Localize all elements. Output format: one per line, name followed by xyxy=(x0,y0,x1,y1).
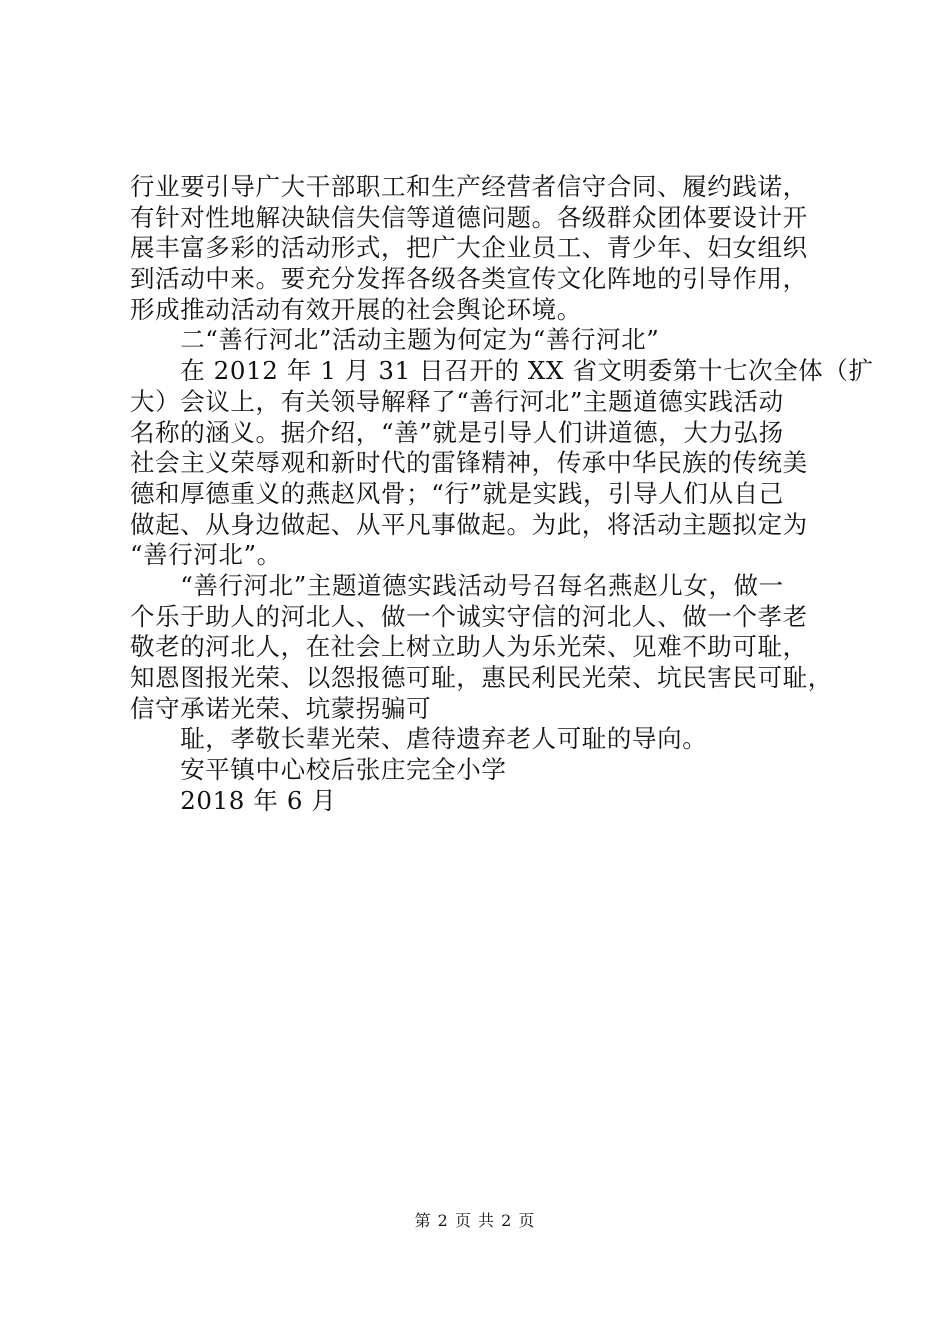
text-line: 大）会议上，有关领导解释了“善行河北”主题道德实践活动 xyxy=(130,386,784,416)
text-line: 耻，孝敬长辈光荣、虐待遗弃老人可耻的导向。 xyxy=(130,724,708,754)
text-line: 德和厚德重义的燕赵风骨；“行”就是实践，引导人们从自己 xyxy=(130,478,784,508)
text-line: 展丰富多彩的活动形式，把广大企业员工、青少年、妇女组织 xyxy=(130,233,808,263)
text-line: “善行河北”主题道德实践活动号召每名燕赵儿女，做一 xyxy=(130,570,784,600)
text-line: 在 2012 年 1 月 31 日召开的 XX 省文明委第十七次全体（扩 xyxy=(130,356,874,386)
document-body xyxy=(130,172,874,816)
text-line: 做起、从身边做起、从平凡事做起。为此，将活动主题拟定为 xyxy=(130,509,808,539)
signature-organization: 安平镇中心校后张庄完全小学 xyxy=(130,755,507,785)
text-line: 社会主义荣辱观和新时代的雷锋精神，传承中华民族的传统美 xyxy=(130,448,808,478)
text-line: 信守承诺光荣、坑蒙拐骗可 xyxy=(130,693,432,723)
text-line: 敬老的河北人，在社会上树立助人为乐光荣、见难不助可耻， xyxy=(130,632,808,662)
text-line: 名称的涵义。据介绍，“善”就是引导人们讲道德，大力弘扬 xyxy=(130,417,784,447)
section-heading: 二“善行河北”活动主题为何定为“善行河北” xyxy=(130,325,660,355)
text-line: 有针对性地解决缺信失信等道德问题。各级群众团体要设计开 xyxy=(130,202,808,232)
page-footer: 第 2 页 共 2 页 xyxy=(414,1211,536,1230)
text-line: 个乐于助人的河北人、做一个诚实守信的河北人、做一个孝老 xyxy=(130,601,808,631)
text-line: 到活动中来。要充分发挥各级各类宣传文化阵地的引导作用， xyxy=(130,264,808,294)
text-line: “善行河北”。 xyxy=(130,540,282,570)
signature-date: 2018 年 6 月 xyxy=(130,785,337,815)
text-line: 形成推动活动有效开展的社会舆论环境。 xyxy=(130,294,582,324)
text-line: 行业要引导广大干部职工和生产经营者信守合同、履约践诺， xyxy=(130,172,808,201)
text-line: 知恩图报光荣、以怨报德可耻，惠民利民光荣、坑民害民可耻， xyxy=(130,663,833,692)
